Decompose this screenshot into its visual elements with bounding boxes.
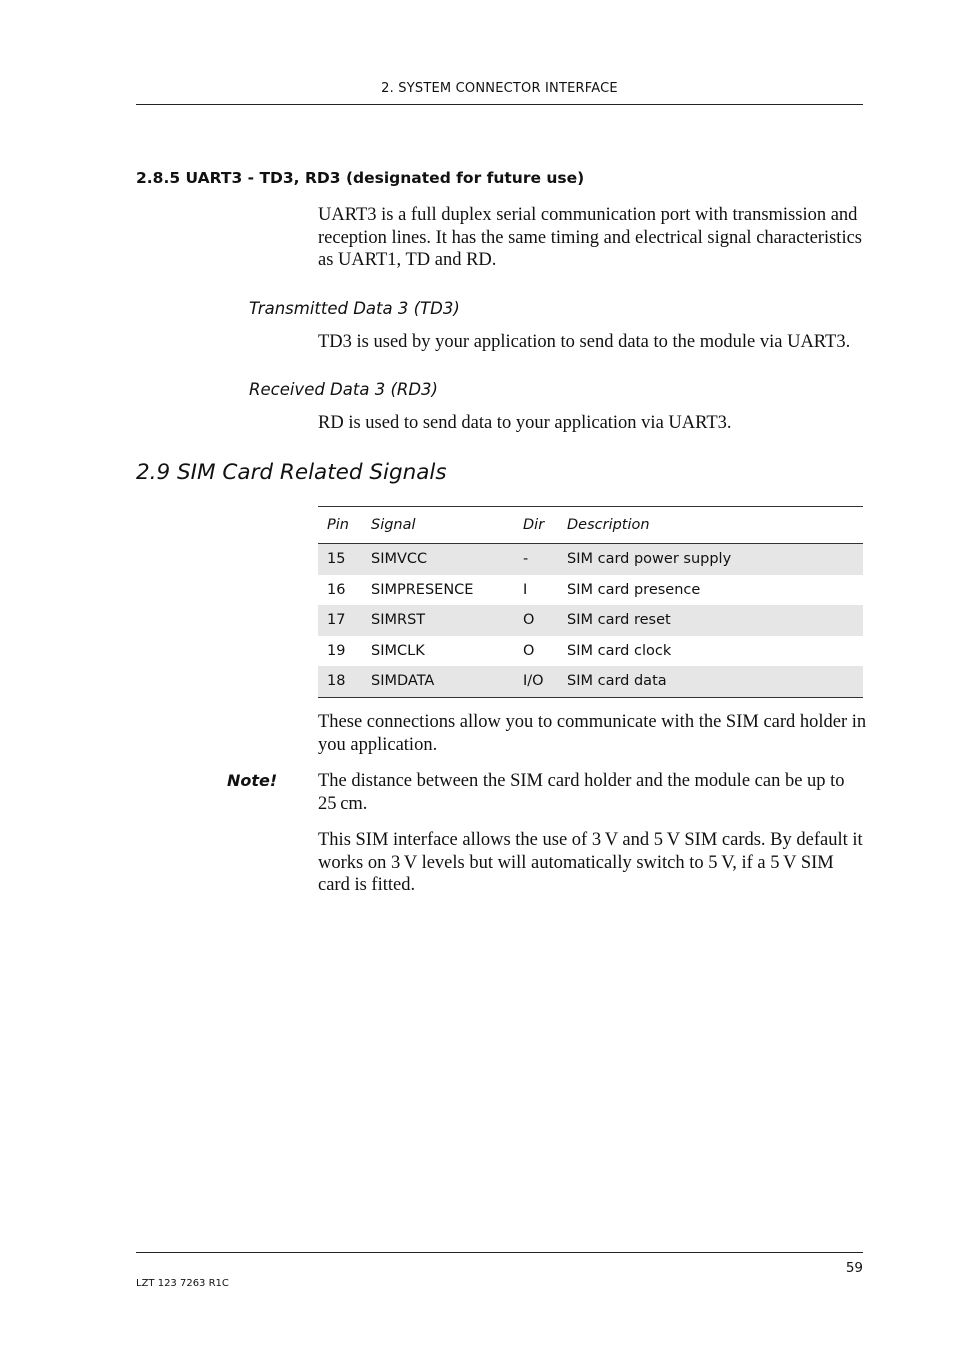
cell-dir: O — [523, 642, 535, 659]
column-header-description: Description — [558, 507, 863, 544]
cell-description: SIM card power supply — [558, 544, 863, 575]
table-row — [318, 544, 863, 575]
cell-description: SIM card clock — [567, 642, 672, 659]
cell-pin: 18 — [318, 666, 362, 697]
cell-dir: I/O — [514, 666, 558, 697]
cell-description: SIM card data — [558, 666, 863, 697]
table-row — [318, 605, 863, 636]
table-row — [318, 575, 863, 606]
cell-pin: 19 — [327, 642, 346, 659]
cell-signal: SIMCLK — [371, 642, 425, 659]
table-header-row — [318, 507, 863, 544]
note-label: Note! — [227, 771, 278, 790]
uart3-intro-paragraph: UART3 is a full duplex serial communication port with transmission and reception lines. It has the same timing and electrical signal characteristics as UART1, TD and RD. — [318, 205, 862, 271]
cell-dir: - — [514, 544, 558, 575]
rd3-paragraph: RD is used to send data to your application via UART3. — [318, 413, 732, 433]
table-row — [318, 666, 863, 697]
cell-description: SIM card reset — [558, 605, 863, 636]
sim-connections-paragraph: These connections allow you to communicate with the SIM card holder in you application. — [318, 712, 867, 755]
cell-dir: O — [514, 605, 558, 636]
rd3-subheading: Received Data 3 (RD3) — [249, 380, 438, 399]
cell-signal: SIMVCC — [362, 544, 514, 575]
column-header-pin: Pin — [318, 507, 362, 544]
page-number: 59 — [845, 1260, 863, 1276]
cell-description: SIM card presence — [567, 581, 701, 598]
sim-signals-table — [318, 506, 863, 698]
column-header-dir: Dir — [514, 507, 558, 544]
cell-signal: SIMDATA — [362, 666, 514, 697]
td3-paragraph: TD3 is used by your application to send data to the module via UART3. — [318, 332, 851, 352]
cell-pin: 16 — [327, 581, 346, 598]
running-header: 2. SYSTEM CONNECTOR INTERFACE — [381, 81, 618, 96]
section-heading-2-8-5: 2.8.5 UART3 - TD3, RD3 (designated for future use) — [136, 169, 585, 187]
cell-signal: SIMRST — [362, 605, 514, 636]
td3-subheading: Transmitted Data 3 (TD3) — [249, 299, 460, 318]
cell-dir: I — [523, 581, 528, 598]
cell-signal: SIMPRESENCE — [371, 581, 474, 598]
header-rule — [136, 104, 863, 105]
note-paragraph: The distance between the SIM card holder and the module can be up to 25 cm. — [318, 771, 845, 814]
cell-pin: 15 — [318, 544, 362, 575]
column-header-signal: Signal — [362, 507, 514, 544]
section-heading-2-9: 2.9 SIM Card Related Signals — [136, 460, 447, 485]
document-id: LZT 123 7263 R1C — [136, 1278, 229, 1289]
footer-rule — [136, 1252, 863, 1253]
table-row — [318, 636, 863, 667]
cell-pin: 17 — [318, 605, 362, 636]
sim-voltage-paragraph: This SIM interface allows the use of 3 V and 5 V SIM cards. By default it works on 3 V levels but will automatically switch to 5 V, if a 5 V SIM card is fitted. — [318, 830, 863, 896]
